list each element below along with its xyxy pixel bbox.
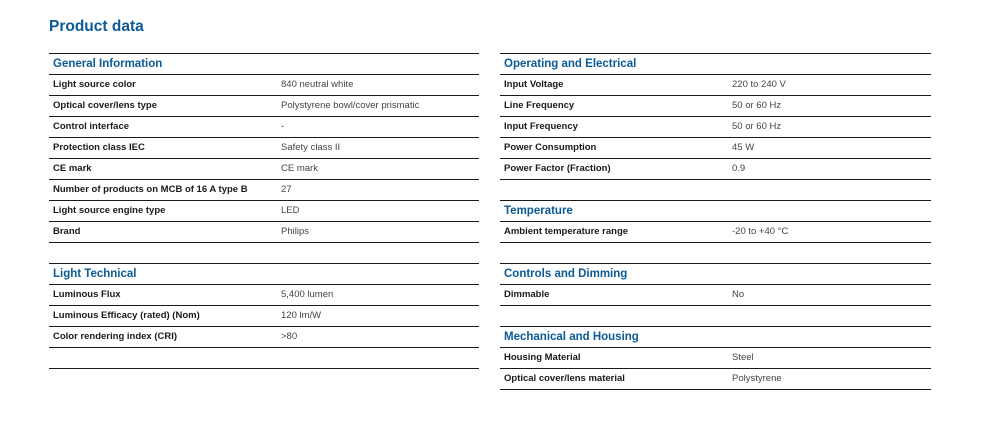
row-label: Color rendering index (CRI) — [53, 331, 178, 342]
row-value: Safety class II — [281, 142, 341, 153]
section-spacer — [49, 243, 479, 263]
table-row — [500, 159, 931, 180]
row-value: 5,400 lumen — [281, 289, 334, 300]
section-spacer — [500, 306, 931, 326]
row-value: Steel — [732, 352, 754, 363]
row-label: Housing Material — [504, 352, 581, 363]
row-label: Luminous Flux — [53, 289, 121, 300]
row-value: CE mark — [281, 163, 318, 174]
row-label: Light source color — [53, 79, 136, 90]
table-row — [500, 75, 931, 96]
row-value: 27 — [281, 184, 292, 195]
row-label: Optical cover/lens type — [53, 100, 158, 111]
row-value: LED — [281, 205, 300, 216]
row-label: Optical cover/lens material — [504, 373, 625, 384]
row-value: 50 or 60 Hz — [732, 121, 782, 132]
row-label: Input Voltage — [504, 79, 564, 90]
table-row — [500, 348, 931, 369]
row-value: 120 lm/W — [281, 310, 322, 321]
section-spacer — [500, 243, 931, 263]
row-value: 220 to 240 V — [732, 79, 786, 90]
section-heading-controls-dimming: Controls and Dimming — [500, 263, 931, 285]
table-row — [49, 285, 479, 306]
table-row — [500, 222, 931, 243]
row-label: Brand — [53, 226, 81, 237]
row-label: Ambient temperature range — [504, 226, 629, 237]
table-row — [49, 159, 479, 180]
table-row — [49, 327, 479, 348]
row-value: Polystyrene — [732, 373, 782, 384]
row-value: - — [281, 121, 285, 132]
row-label: CE mark — [53, 163, 92, 174]
row-label: Line Frequency — [504, 100, 575, 111]
row-value: 50 or 60 Hz — [732, 100, 782, 111]
table-row — [49, 96, 479, 117]
table-row — [500, 138, 931, 159]
page-title: Product data — [49, 18, 144, 35]
row-label: Number of products on MCB of 16 A type B — [53, 184, 248, 195]
right-column — [500, 53, 931, 390]
row-label: Protection class IEC — [53, 142, 145, 153]
section-heading-operating-electrical: Operating and Electrical — [500, 53, 931, 75]
row-value: 45 W — [732, 142, 755, 153]
section-heading-temperature: Temperature — [500, 200, 931, 222]
empty-row — [49, 348, 479, 369]
table-row — [49, 306, 479, 327]
section-heading-mechanical-housing: Mechanical and Housing — [500, 326, 931, 348]
table-row — [49, 75, 479, 96]
table-row — [49, 117, 479, 138]
row-label: Light source engine type — [53, 205, 166, 216]
row-value: >80 — [281, 331, 298, 342]
table-row — [49, 222, 479, 243]
row-value: 0.9 — [732, 163, 746, 174]
row-value: 840 neutral white — [281, 79, 354, 90]
row-value: -20 to +40 °C — [732, 226, 789, 237]
row-label: Dimmable — [504, 289, 550, 300]
table-row — [500, 285, 931, 306]
section-heading-general-information: General Information — [49, 53, 479, 75]
row-label: Input Frequency — [504, 121, 578, 132]
table-row — [500, 117, 931, 138]
row-label: Control interface — [53, 121, 130, 132]
table-row — [49, 201, 479, 222]
row-value: No — [732, 289, 745, 300]
section-heading-light-technical: Light Technical — [49, 263, 479, 285]
table-row — [49, 138, 479, 159]
table-row — [500, 369, 931, 390]
row-label: Power Factor (Fraction) — [504, 163, 611, 174]
left-column — [49, 53, 479, 369]
row-label: Luminous Efficacy (rated) (Nom) — [53, 310, 200, 321]
section-spacer — [500, 180, 931, 200]
row-value: Polystyrene bowl/cover prismatic — [281, 100, 420, 111]
table-row — [500, 96, 931, 117]
table-row — [49, 180, 479, 201]
row-value: Philips — [281, 226, 309, 237]
row-label: Power Consumption — [504, 142, 597, 153]
